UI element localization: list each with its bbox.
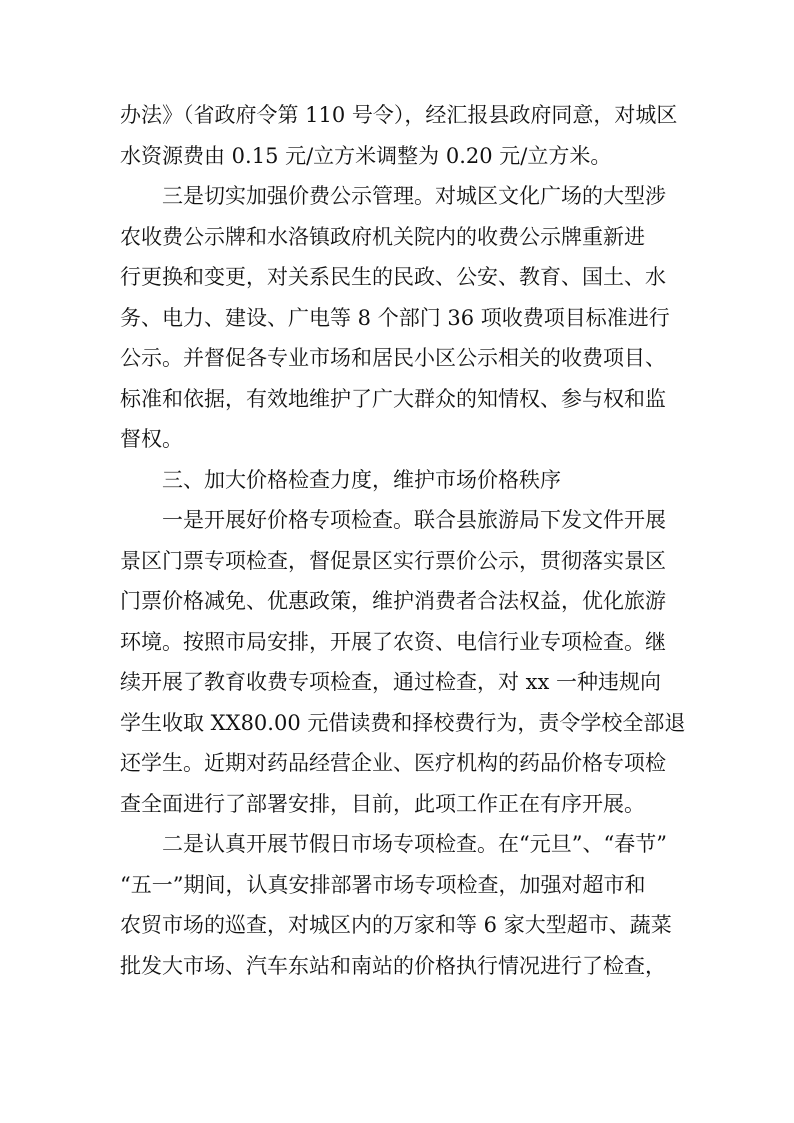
text-line: 标准和依据，有效地维护了广大群众的知情权、参与权和监 [120,386,666,411]
text-line: 还学生。近期对药品经营企业、医疗机构的药品价格专项检 [120,751,666,775]
text-line: 批发大市场、汽车东站和南站的价格执行情况进行了检查， [120,953,666,978]
text-line: 查全面进行了部署安排，目前，此项工作正在有序开展。 [120,791,645,816]
text-line: 公示。并督促各专业市场和居民小区公示相关的收费项目、 [120,346,666,370]
text-line: 景区门票专项检查，督促景区实行票价公示，贯彻落实景区 [120,548,666,573]
text-line: 续开展了教育收费专项检查，通过检查，对 xx 一种违规向 [120,670,662,694]
text-line: 办法》（省政府令第 110 号令），经汇报县政府同意，对城区 [120,103,678,127]
text-line: 门票价格减免、优惠政策，维护消费者合法权益，优化旅游 [120,589,666,613]
paragraph-start-line: 一是开展好价格专项检查。联合县旅游局下发文件开展 [162,508,666,532]
paragraph-start-line: 三是切实加强价费公示管理。对城区文化广场的大型涉 [162,184,666,208]
text-line: 学生收取 XX80.00 元借读费和择校费行为，责令学校全部退 [120,710,686,735]
text-line: 督权。 [120,427,183,451]
text-line: 行更换和变更，对关系民生的民政、公安、教育、国土、水 [120,265,666,289]
section-heading: 三、加大价格检查力度，维护市场价格秩序 [162,467,561,492]
text-line: 环境。按照市局安排，开展了农资、电信行业专项检查。继 [120,629,666,654]
text-line: 水资源费由 0.15 元/立方米调整为 0.20 元/立方米。 [120,143,612,168]
text-line: 农收费公示牌和水洛镇政府机关院内的收费公示牌重新进 [120,224,645,249]
body-text [120,95,686,986]
text-line: 务、电力、建设、广电等 8 个部门 36 项收费项目标准进行 [120,305,670,330]
paragraph-start-line: 二是认真开展节假日市场专项检查。在“元旦”、“春节” [162,832,667,856]
text-line: “五一”期间，认真安排部署市场专项检查，加强对超市和 [120,872,646,897]
text-line: 农贸市场的巡查，对城区内的万家和等 6 家大型超市、蔬菜 [120,913,672,937]
